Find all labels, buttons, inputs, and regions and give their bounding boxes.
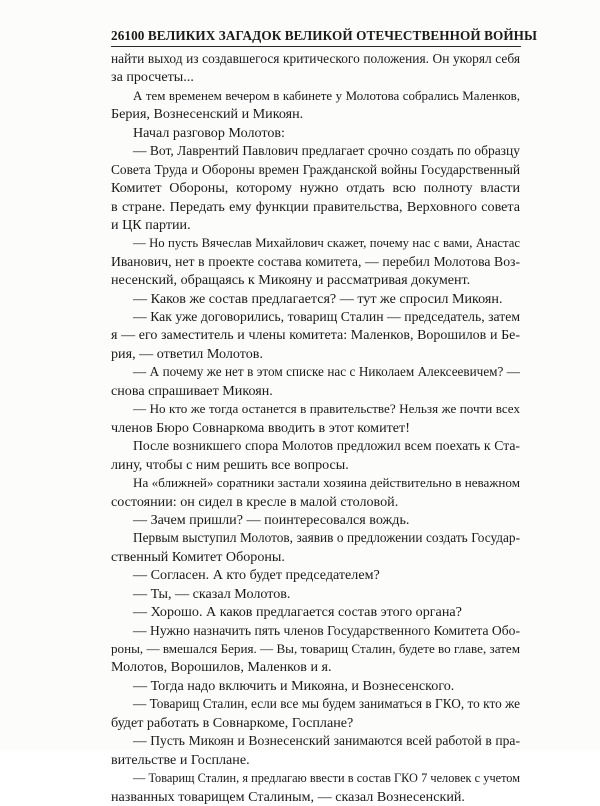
text-line: в стране. Передать ему функции правительства, Верховного совета bbox=[111, 198, 520, 215]
text-line: я — его заместитель и члены комитета: Маленков, Ворошилов и Бе- bbox=[111, 327, 520, 343]
text-line: — Хорошо. А каков предлагается состав этого органа? bbox=[133, 604, 462, 621]
text-line: Начал разговор Молотов: bbox=[133, 124, 285, 141]
text-line: несенский, обращаясь к Микояну и рассматривая документ. bbox=[111, 272, 471, 289]
text-line: — Товарищ Сталин, если все мы будем заниматься в ГКО, то кто же bbox=[133, 696, 520, 712]
header-rule bbox=[111, 46, 521, 47]
text-line: ственный Комитет Обороны. bbox=[111, 548, 285, 565]
text-line: — Но пусть Вячеслав Михайлович скажет, почему нас с вами, Анастас bbox=[133, 236, 520, 251]
text-line: будет работать в Совнаркоме, Госплане? bbox=[111, 714, 354, 731]
text-line: А тем временем вечером в кабинете у Молотова собрались Маленков, bbox=[133, 88, 520, 103]
running-header bbox=[111, 24, 538, 44]
text-line: Берия, Вознесенский и Микоян. bbox=[111, 106, 304, 123]
text-line: После возникшего спора Молотов предложил всем поехать к Ста- bbox=[133, 438, 520, 454]
text-line: названных товарищем Сталиным, — сказал Вознесенский. bbox=[111, 788, 465, 805]
text-line: — Как уже договорились, товарищ Сталин — председатель, затем bbox=[133, 309, 520, 325]
text-line: и ЦК партии. bbox=[111, 216, 191, 233]
text-line: — Но кто же тогда останется в правительстве? Нельзя же почти всех bbox=[133, 401, 520, 417]
text-line: — Зачем пришли? — поинтересовался вождь. bbox=[133, 511, 410, 528]
text-line: — Ты, — сказал Молотов. bbox=[133, 585, 291, 602]
text-line: Иванович, нет в проекте состава комитета, — перебил Молотова Воз- bbox=[111, 253, 520, 269]
text-line: снова спрашивает Микоян. bbox=[111, 382, 273, 399]
text-line: — Нужно назначить пять членов Государственного Комитета Обо- bbox=[133, 622, 520, 638]
text-line: — Товарищ Сталин, я предлагаю ввести в состав ГКО 7 человек с учетом bbox=[133, 771, 520, 786]
text-line: Молотов, Ворошилов, Маленков и я. bbox=[111, 659, 332, 676]
text-line: Совета Труда и Обороны времен Гражданской войны Государственный bbox=[111, 161, 520, 177]
text-line: — Каков же состав предлагается? — тут же спросил Микоян. bbox=[133, 290, 503, 307]
text-line: рия, — ответил Молотов. bbox=[111, 346, 263, 362]
page-number: 26 bbox=[111, 28, 125, 43]
body-text bbox=[111, 50, 520, 806]
text-line: На «ближней» соратники застали хозяина действительно в неважном bbox=[133, 475, 520, 491]
text-line: — Тогда надо включить и Микояна, и Вознесенского. bbox=[133, 677, 455, 694]
text-line: членов Бюро Совнаркома вводить в этот комитет! bbox=[111, 419, 410, 436]
text-line: — Пусть Микоян и Вознесенский занимаются всей работой в пра- bbox=[133, 733, 520, 749]
text-line: лину, чтобы с ним решить все вопросы. bbox=[111, 456, 349, 473]
text-line: за просчеты... bbox=[111, 69, 194, 86]
text-line: Комитет Обороны, которому нужно отдать всю полноту власти bbox=[111, 180, 520, 197]
text-line: вительстве и Госплане. bbox=[111, 751, 250, 768]
text-line: состоянии: он сидел в кресле в малой столовой. bbox=[111, 493, 399, 510]
text-line: — Согласен. А кто будет председателем? bbox=[133, 567, 380, 584]
text-line: — Вот, Лаврентий Павлович предлагает срочно создать по образцу bbox=[133, 143, 520, 159]
text-line: роны, — вмешался Берия. — Вы, товарищ Сталин, будете во главе, затем bbox=[111, 641, 520, 656]
text-line: — А почему же нет в этом списке нас с Николаем Алексеевичем? — bbox=[133, 364, 520, 380]
book-title: 100 ВЕЛИКИХ ЗАГАДОК ВЕЛИКОЙ ОТЕЧЕСТВЕННОЙ ВОЙНЫ bbox=[124, 28, 538, 43]
text-line: найти выход из создавшегося критического положения. Он укорял себя bbox=[111, 51, 520, 66]
text-line: Первым выступил Молотов, заявив о предложении создать Государ- bbox=[133, 530, 520, 546]
